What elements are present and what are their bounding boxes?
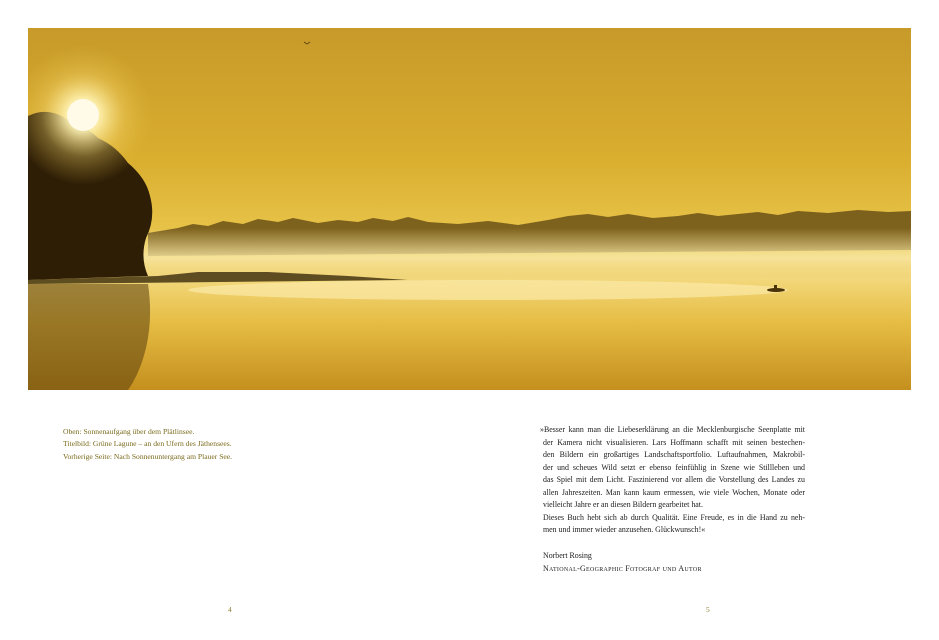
- testimonial-quote: [540, 424, 805, 537]
- author-name: Norbert Rosing: [543, 551, 592, 560]
- quote-line: »Besser kann man die Liebeserklärung an die Mecklenburgische Seenplatte mit: [540, 425, 805, 434]
- quote-line: der und scheues Wild setzt er ebenso feinfühlig in Szene wie Stillleben und: [543, 462, 805, 472]
- author-role: National-Geographic Fotograf und Autor: [543, 563, 702, 573]
- caption-line: Oben: Sonnenaufgang über dem Plätlinsee.: [63, 427, 195, 436]
- quote-line: den Bildern ein großartiges Landschaftsportfolio. Luftaufnahmen, Makrobil-: [543, 450, 805, 459]
- page-number-left: 4: [228, 605, 232, 614]
- caption-line: Vorherige Seite: Nach Sonnenuntergang am Plauer See.: [63, 451, 233, 461]
- quote-line: der Kamera nicht visualisieren. Lars Hoffmann schafft mit seinen bestechen-: [543, 437, 805, 447]
- quote-line: allen Jahreszeiten. Man kann kaum ermessen, wie viele Wochen, Monate oder: [543, 487, 805, 497]
- photo-caption: [63, 426, 303, 463]
- page-number-right: 5: [706, 605, 710, 614]
- quote-line: vielleicht Jahre er an diesen Bildern gearbeitet hat.: [543, 500, 703, 509]
- quote-line: Dieses Buch hebt sich ab durch Qualität. Eine Freude, es in die Hand zu neh-: [543, 512, 805, 522]
- quote-line: das Spiel mit dem Licht. Faszinierend vor allem die Vorstellung des Landes zu: [543, 475, 805, 484]
- signature-block: [543, 550, 702, 575]
- quote-line: men und immer wieder anzusehen. Glückwunsch!«: [543, 525, 706, 534]
- caption-line: Titelbild: Grüne Lagune – an den Ufern des Jäthensees.: [63, 439, 232, 449]
- sunrise-lake-photo: [28, 28, 911, 390]
